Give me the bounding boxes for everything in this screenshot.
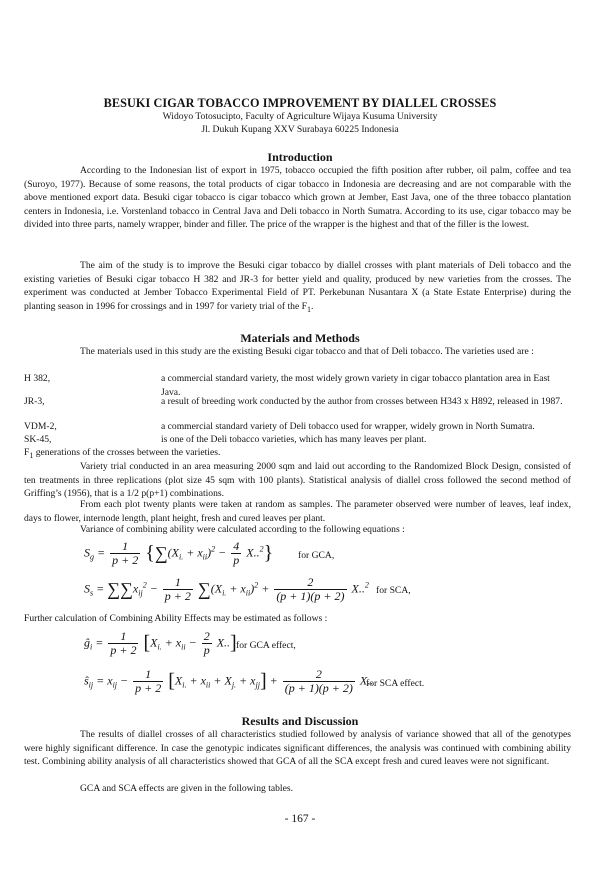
variety-description: a commercial standard variety of Deli tobacco used for wrapper, widely grown in North Sumatra. [161, 421, 535, 432]
section-heading-introduction: Introduction [267, 150, 333, 164]
equation-sg-label: for GCA, [298, 550, 335, 561]
equation-ss: $S_s = \sum\sum x_{ij}^2$ − $\frac{1}{p + 2}$ $\sum(X_{i.} + x_{ii})^2$ + $\frac{2}{(p + 1)(p + 2)}$ X..$^2$ [84, 575, 369, 603]
variety-code: SK-45, [24, 434, 52, 445]
variety-description: a commercial standard variety, the most widely grown variety in cigar tobacco plantation area in East Java. [161, 373, 550, 398]
results-paragraph-2: GCA and SCA effects are given in the following tables. [80, 783, 293, 794]
variety-description: a result of breeding work conducted by the author from crosses between H343 x H892, released in 1987. [161, 396, 563, 407]
variety-code: JR-3, [24, 396, 45, 407]
paper-title: BESUKI CIGAR TOBACCO IMPROVEMENT BY DIALLEL CROSSES [103, 96, 497, 110]
equation-ss-label: for SCA, [376, 585, 411, 596]
methods-paragraph-2: Variety trial conducted in an area measuring 2000 sqm and laid out according to the Randomized Block Design, consisted of ten treatments in three replications (plot size 45 sqm with 100 plants). Statistical analysis of diallel cross followed the second method of Griffing’s (1956), that is a 1/2 p(p+1) combinations. [24, 461, 571, 499]
variety-code: H 382, [24, 373, 51, 384]
intro-paragraph-2: The aim of the study is to improve the Besuki cigar tobacco by diallel crosses with plant materials of Deli tobacco and the existing varieties of Besuki cigar tobacco H 382 and JR-3 for better yield and quality, produced by new varieties from the crosses. The experiment was conducted at Jember Tobacco Experimental Field of PT. Perkebunan Nusantara X (a State Estate Enterprise) during the planting season in 1996 for crossings and in 1997 for variety trial of the $F_1$. [24, 260, 571, 314]
section-heading-results: Results and Discussion [241, 714, 359, 728]
section-heading-methods: Materials and Methods [240, 331, 360, 345]
methods-paragraph-3: From each plot twenty plants were taken at random as samples. The parameter observed were number of leaves, leaf index, days to flower, internode length, plant height, fresh and cured leaves per plant. [24, 499, 571, 524]
further-calculation-line: Further calculation of Combining Ability Effects may be estimated as follows : [24, 613, 328, 624]
equation-gca-effect: $ĝ_i$ = $\frac{1}{p + 2}$ [$X_{i.} + x_{ii}$ − $\frac{2}{p}$ X..] [84, 629, 237, 657]
variety-description: is one of the Deli tobacco varieties, which has many leaves per plant. [161, 434, 427, 445]
page-number: - 167 - [284, 813, 316, 825]
results-paragraph-1: The results of diallel crosses of all characteristics studied followed by analysis of variance showed that all of the genotypes were highly significant difference. In case the genotypic indicates significant differences, the analysis was continued with combining ability test. Combining ability analysis of all characteristics showed that GCA of all the SCA except fresh and cured leaves were not significant. [24, 729, 571, 767]
author-line: Widoyo Totosucipto, Faculty of Agriculture Wijaya Kusuma University [162, 111, 438, 122]
methods-paragraph-4: Variance of combining ability were calculated according to the following equations : [80, 524, 405, 535]
equation-sg: $S_g$ = $\frac{1}{p + 2}$ {$\sum(X_{i.} + x_{ii})^2$ − $\frac{4}{p}$ X..$^2$} [84, 539, 274, 567]
equation-gca-effect-label: for GCA effect, [236, 640, 296, 651]
f1-generations-line: $F_1$ generations of the crosses between the varieties. [24, 447, 221, 460]
intro-paragraph-1: According to the Indonesian list of export in 1975, tobacco occupied the fifth position after rubber, oil palm, coffee and tea (Suroyo, 1977). Because of some reasons, the total products of cigar tobacco in Indonesia are decreasing and are not comparable with the above mentioned export data. Besuki cigar tobacco is cigar tobacco which grown at Jember, East Java, one of the three tobacco plantation centers in Indonesia, i.e. Vorstenland tobacco in Central Java and Deli tobacco in North Sumatra. According to its use, cigar tobacco may be divided into three parts, namely wrapper, binder and filler. The price of the wrapper is the highest and that of the filler is the lowest. [24, 165, 571, 230]
methods-paragraph-1: The materials used in this study are the existing Besuki cigar tobacco and that of Deli tobacco. The varieties used are : [80, 346, 534, 357]
equation-sca-effect: $ŝ_{ij} = x_{ij}$ − $\frac{1}{p + 2}$ $[X_{i.} + x_{ii} + X_{j.} + x_{jj}]$ + $\frac{2}{(p + 1)(p + 2)}$ X.. [84, 667, 374, 695]
equation-sca-effect-label: for SCA effect. [366, 678, 425, 689]
variety-code: VDM-2, [24, 421, 57, 432]
author-address: Jl. Dukuh Kupang XXV Surabaya 60225 Indonesia [201, 124, 399, 135]
